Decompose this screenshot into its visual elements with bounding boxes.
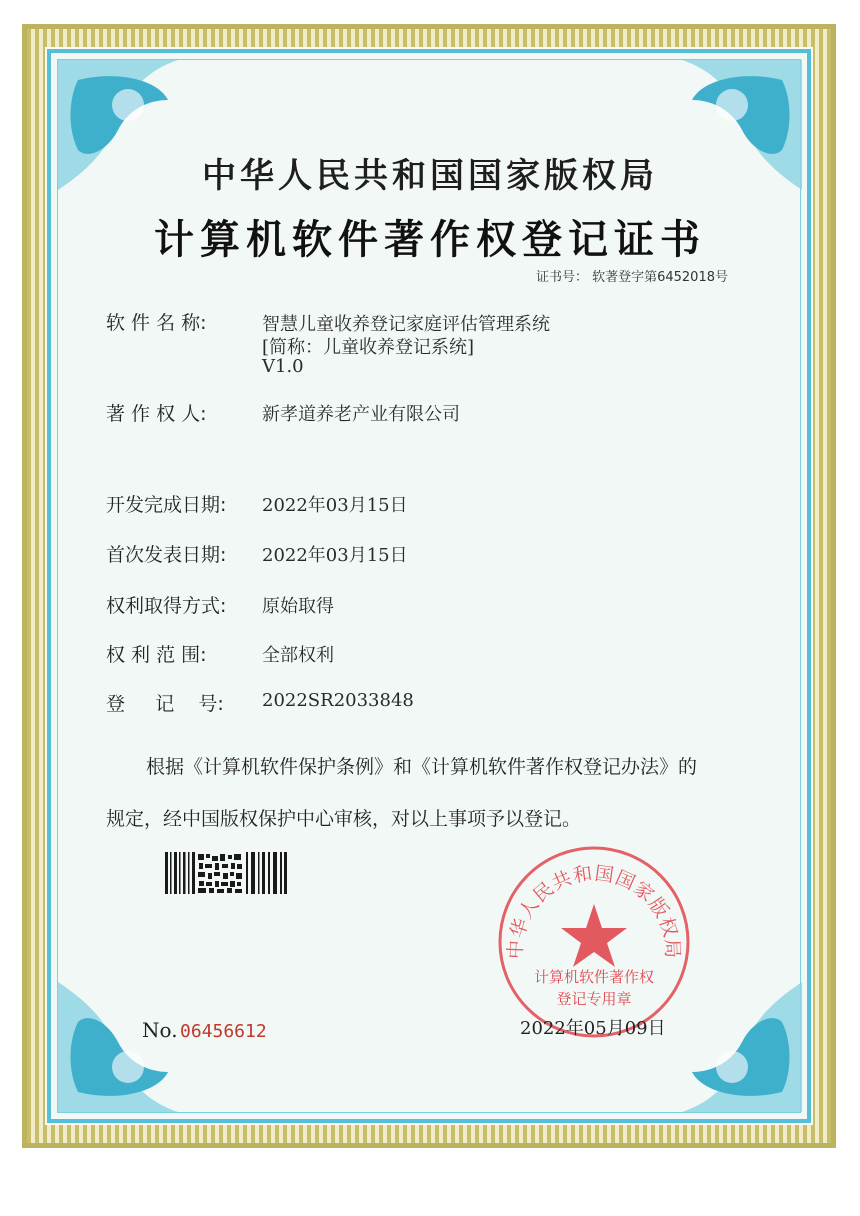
field-value-rights-scope: 全部权利 (262, 645, 334, 666)
field-value-acquisition-method: 原始取得 (262, 596, 334, 617)
seal-ring-text: 中华人民共和国国家版权局 (504, 862, 684, 960)
field-value-registration-number: 2022SR2033848 (262, 690, 414, 711)
field-label-copyright-owner: 著 作 权 人: (106, 403, 207, 425)
field-label-completion-date: 开发完成日期: (106, 494, 227, 516)
seal-line-2: 登记专用章 (556, 990, 632, 1008)
field-value-copyright-owner: 新孝道养老产业有限公司 (262, 404, 460, 425)
field-label-software-name: 软 件 名 称: (106, 312, 207, 334)
serial-number-label: No. (142, 1018, 178, 1042)
official-seal-icon (494, 842, 694, 1042)
corner-ornament-bottom-left-icon (58, 972, 218, 1112)
field-label-acquisition-method: 权利取得方式: (106, 595, 227, 617)
certificate-number-value: 软著登字第6452018号 (592, 270, 728, 285)
issuer-title: 中华人民共和国国家版权局 (202, 156, 658, 196)
certificate-number-label: 证书号： (535, 270, 588, 285)
field-label-registration-number: 登 记 号: (106, 693, 224, 715)
field-label-publication-date: 首次发表日期: (106, 544, 227, 566)
statement-line-2: 规定，经中国版权保护中心审核，对以上事项予以登记。 (106, 808, 582, 830)
field-label-rights-scope: 权 利 范 围: (106, 644, 207, 666)
statement-line-1: 根据《计算机软件保护条例》和《计算机软件著作权登记办法》的 (146, 756, 698, 778)
certificate-title: 计算机软件著作权登记证书 (154, 217, 706, 263)
barcode-icon (165, 852, 287, 894)
seal-line-1: 计算机软件著作权 (533, 968, 655, 986)
certificate-number (536, 266, 728, 285)
serial-number: 06456612 (180, 1021, 267, 1042)
field-value-software-short-name: [简称：儿童收养登记系统] (262, 337, 475, 358)
issue-date: 2022年05月09日 (520, 1018, 666, 1039)
field-value-software-version: V1.0 (262, 356, 304, 377)
field-value-software-name: 智慧儿童收养登记家庭评估管理系统 (262, 314, 550, 335)
field-value-publication-date: 2022年03月15日 (262, 545, 408, 566)
field-value-completion-date: 2022年03月15日 (262, 495, 408, 516)
